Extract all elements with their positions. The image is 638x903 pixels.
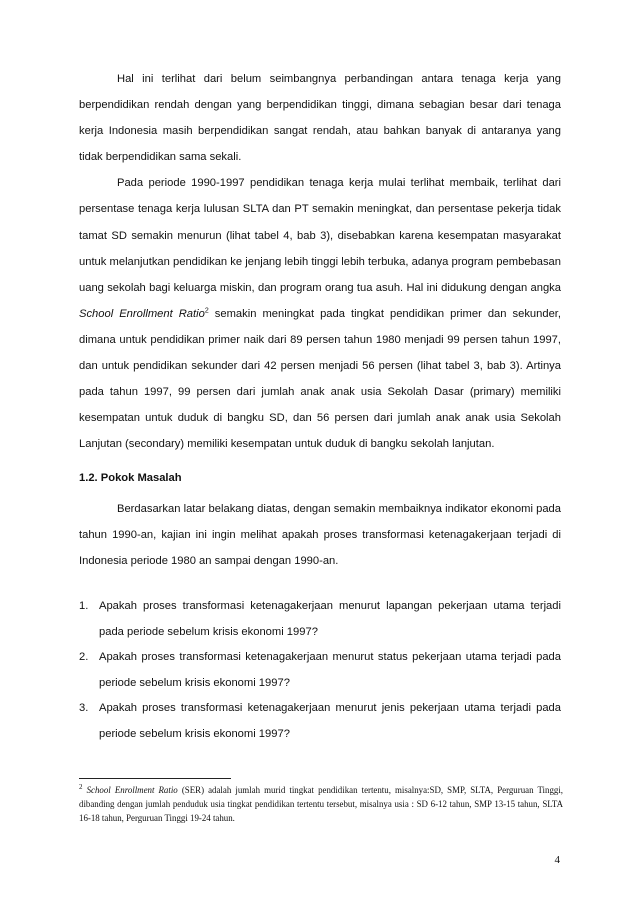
footnote-reference[interactable]: 2 xyxy=(204,307,209,315)
list-item-number: 1. xyxy=(79,600,89,612)
page-number: 4 xyxy=(554,854,560,866)
footnote-term: School Enrollment Ratio xyxy=(86,785,178,795)
body-paragraphs xyxy=(79,66,561,457)
footnote xyxy=(79,783,563,825)
section-heading: 1.2. Pokok Masalah xyxy=(79,472,182,484)
list-item xyxy=(79,594,561,645)
paragraph-2-text-b: semakin meningkat pada tingkat pendidikan primer dan sekunder, dimana untuk pendidikan primer naik dari 89 persen tahun 1980 menjadi 99 persen tahun 1997, dan untuk pendidikan sekunder dari 42 persen menjadi 56 persen (lihat tabel 3, bab 3). Artinya pada tahun 1997, 99 persen dari jumlah anak anak usia Sekolah Dasar (primary) memiliki kesempatan untuk duduk di bangku SD, dan 56 persen dari jumlah anak anak usia Sekolah Lanjutan (secondary) memiliki kesempatan untuk duduk di bangku sekolah lanjutan. xyxy=(79,307,562,451)
footnote-text: (SER) adalah jumlah murid tingkat pendidikan tertentu, misalnya:SD, SMP, SLTA, Perguruan Tinggi, dibanding dengan jumlah penduduk usia tingkat pendidikan tertentu tersebut, misalnya usia : SD 6-12 tahun, SMP 13-15 tahun, SLTA 16-18 tahun, Perguruan Tinggi 19-24 tahun. xyxy=(79,785,564,823)
problem-paragraph xyxy=(79,496,561,574)
footnote-marker: 2 xyxy=(79,783,83,792)
paragraph-2-text-a: Pada periode 1990-1997 pendidikan tenaga kerja mulai terlihat membaik, terlihat dari persentase tenaga kerja lulusan SLTA dan PT semakin meningkat, dan persentase pekerja tidak tamat SD semakin menurun (lihat tabel 4, bab 3), disebabkan karena kesempatan masyarakat untuk melanjutkan pendidikan ke jenjang lebih tinggi lebih terbuka, adanya program pembebasan uang sekolah bagi keluarga miskin, dan program orang tua asuh. Hal ini didukung dengan angka xyxy=(79,177,561,294)
list-item-number: 3. xyxy=(79,702,89,714)
list-item-text: Apakah proses transformasi ketenagakerjaan menurut jenis pekerjaan utama terjadi pada periode sebelum krisis ekonomi 1997? xyxy=(99,702,561,740)
list-item xyxy=(79,696,561,747)
list-item-text: Apakah proses transformasi ketenagakerjaan menurut lapangan pekerjaan utama terjadi pada periode sebelum krisis ekonomi 1997? xyxy=(99,600,561,638)
school-enrollment-ratio-term: School Enrollment Ratio xyxy=(79,307,205,320)
paragraph-1: Hal ini terlihat dari belum seimbangnya perbandingan antara tenaga kerja yang berpendidikan rendah dengan yang berpendidikan tinggi, dimana sebagian besar dari tenaga kerja Indonesia masih berpendidikan sangat rendah, atau bahkan banyak di antaranya yang tidak berpendidikan sama sekali. xyxy=(79,73,561,164)
list-item-number: 2. xyxy=(79,651,89,663)
list-item-text: Apakah proses transformasi ketenagakerjaan menurut status pekerjaan utama terjadi pada periode sebelum krisis ekonomi 1997? xyxy=(99,651,561,689)
research-questions-list xyxy=(79,594,561,747)
list-item xyxy=(79,645,561,696)
paragraph-3: Berdasarkan latar belakang diatas, dengan semakin membaiknya indikator ekonomi pada tahun 1990-an, kajian ini ingin melihat apakah proses transformasi ketenagakerjaan terjadi di Indonesia periode 1980 an sampai dengan 1990-an. xyxy=(79,503,561,568)
paragraph-2 xyxy=(79,170,561,457)
footnote-divider xyxy=(79,778,231,779)
